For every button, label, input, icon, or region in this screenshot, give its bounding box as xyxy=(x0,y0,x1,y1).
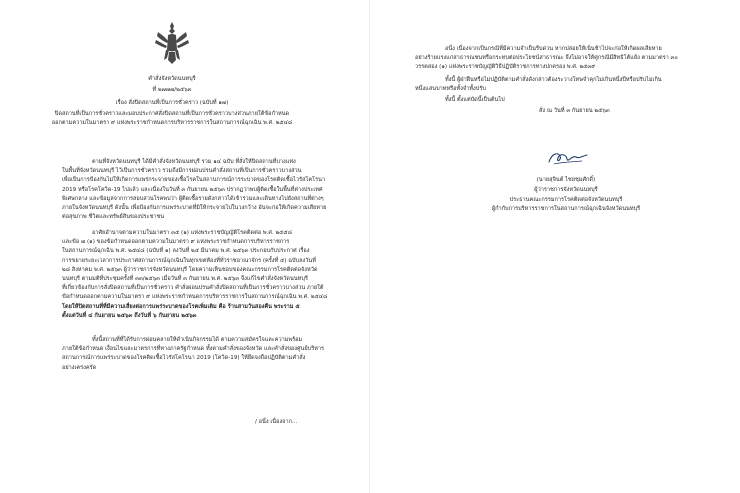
order-date: สั่ง ณ วันที่ ๓ กันยายน ๒๕๖๓ xyxy=(539,108,610,114)
text-line: การขยายระยะเวลาการประกาศสถานการณ์ฉุกเฉินในทุกเขตท้องที่ทั่วราชอาณาจักร (ครั้งที่ ๕) ฉบับลงวันที่ xyxy=(62,257,316,264)
text-line: ตามที่จังหวัดนนทบุรี ได้มีคำสั่งจังหวัดนนทบุรี รวม ๑๔ ฉบับ ที่สั่งให้ปิดสถานที่บางแห่ง xyxy=(92,159,296,165)
text-line: อย่างร้ายแรงแก่สาธารณชนหรือกระทบต่อประโยชน์สาธารณะ จึงไม่อาจให้คู่กรณีมีสิทธิโต้แย้ง ตามมาตรา ๓๐ xyxy=(415,55,678,62)
paragraph-background xyxy=(62,158,326,222)
text-line: ที่เกี่ยวข้องกับการสั่งปิดสถานที่เป็นการชั่วคราว คำสั่งผ่อนปรนคำสั่งปิดสถานที่เป็นการชั่วคราวบางส่วน ภายใต้ xyxy=(62,285,324,292)
document-page-right xyxy=(371,0,740,493)
closure-order-line: โดยให้ปิดสถานที่ที่มีความเสี่ยงต่อการแพร่ระบาดของโรคเพิ่มเติม คือ ร้านสามวันสองคืน พระราม ๕ xyxy=(62,303,300,310)
text-line: พิเศษกลาง และข้อมูลจากการสอบสวนโรคพบว่า ผู้ติดเชื้อรายดังกล่าวได้เข้าร่วมและเดินทางไปยังสถานที่ต่างๆ xyxy=(62,195,324,202)
text-line: ภายใต้ข้อกำหนด เงื่อนไขและมาตรการที่ทางภาครัฐกำหนด ทั้งตามคำสั่งของจังหวัด และคำสั่งของศูนย์บริหาร xyxy=(62,346,325,353)
garuda-emblem-icon xyxy=(154,20,190,66)
text-line: อย่างเคร่งครัด xyxy=(62,364,97,371)
text-line: นนทบุรี ตามมติที่ประชุมครั้งที่ ๓๓/๒๕๖๓ เมื่อวันที่ ๓ กันยายน พ.ศ. ๒๕๖๓ จึงแก้ไขคำสั่งจังหวัดนนทบุรี xyxy=(62,276,308,283)
text-line: อนึ่ง เนื่องจากเป็นกรณีที่มีความจำเป็นรีบด่วน หากปล่อยให้เนิ่นช้าไปจะก่อให้เกิดผลเสียหาย xyxy=(445,46,662,52)
order-title-line-2: ออกตามความในมาตรา ๙ แห่งพระราชกำหนดการบริหารราชการในสถานการณ์ฉุกเฉิน พ.ศ. ๒๕๔๘ xyxy=(51,120,293,126)
text-line: ภายในจังหวัดนนทบุรี ดังนั้น เพื่อป้องกันการแพร่ระบาดที่มิให้กระจายไปในวงกว้าง อันจะก่อให้เกิดความเสียหาย xyxy=(62,205,327,212)
text-line: ในสถานการณ์ฉุกเฉิน พ.ศ. ๒๕๔๘ (ฉบับที่ ๑) ลงวันที่ ๒๕ มีนาคม พ.ศ. ๒๕๖๓ ประกอบกับประกาศ เรื่อง xyxy=(62,248,310,255)
text-line: เพื่อเป็นการป้องกันไม่ให้เกิดการแพร่กระจายของเชื้อโรคในสถานการณ์การระบาดของโรคติดเชื้อไวรัสโคโรนา xyxy=(62,177,326,184)
text-line: ๒๘ สิงหาคม พ.ศ. ๒๕๖๓ ผู้ว่าราชการจังหวัดนนทบุรี โดยความเห็นชอบของคณะกรรมการโรคติดต่อจังหวัด xyxy=(62,266,318,273)
paragraph-penalty xyxy=(415,76,662,94)
order-heading: คำสั่งจังหวัดนนทบุรี xyxy=(148,76,196,82)
paragraph-urgency xyxy=(415,45,678,73)
paragraph-compliance xyxy=(62,336,324,373)
text-line: อาศัยอำนาจตามความในมาตรา ๓๕ (๑) แห่งพระราชบัญญัติโรคติดต่อ พ.ศ. ๒๕๕๘ xyxy=(92,230,292,236)
text-line: 2019 หรือโรคโควิด-19 ไปแล้ว และเนื่องในวันที่ ๓ กันยายน ๒๕๖๓ ปรากฏว่าพบผู้ติดเชื้อในพื้นที่ต่างประเทศ xyxy=(62,186,323,193)
text-line: วรรคสอง (๑) แห่งพระราชบัญญัติวิธีปฏิบัติราชการทางปกครอง พ.ศ. ๒๕๓๙ xyxy=(415,64,596,71)
signer-title-governor: ผู้ว่าราชการจังหวัดนนทบุรี xyxy=(534,187,598,193)
text-line: ข้อกำหนดออกตามความในมาตรา ๙ แห่งพระราชกำหนดการบริหารราชการในสถานการณ์ฉุกเฉิน พ.ศ. ๒๕๔๘ xyxy=(62,294,328,301)
text-line: และข้อ ๗ (๑) ของข้อกำหนดออกตามความในมาตรา ๙ แห่งพระราชกำหนดการบริหารราชการ xyxy=(62,239,290,246)
text-line: ทั้งนี้สถานที่ที่ได้รับการผ่อนคลายให้ดำเนินกิจกรรมได้ ตามความสมัครใจและความพร้อม xyxy=(92,337,303,343)
order-subject: เรื่อง สั่งปิดสถานที่เป็นการชั่วคราว (ฉบับที่ ๑๗) xyxy=(115,100,229,106)
signature-mark xyxy=(546,150,590,166)
signer-name: (นายสุจินต์ ไชยชุมศักดิ์) xyxy=(536,177,596,183)
order-title-line-1: ปิดสถานที่เป็นการชั่วคราวและมอบประกาศสั่งปิดสถานที่เป็นการชั่วคราวบางส่วนภายใต้ข้อกำหนด xyxy=(54,111,290,117)
text-line: ทั้งนี้ ผู้ฝ่าฝืนหรือไม่ปฏิบัติตามคำสั่งดังกล่าวต้องระวางโทษจำคุกไม่เกินหนึ่งปีหรือปรับไม่เกิน xyxy=(445,77,662,83)
text-line: หนึ่งแสนบาทหรือทั้งจำทั้งปรับ xyxy=(415,86,486,93)
signer-title-emergency: ผู้กำกับการบริหารราชการในสถานการณ์ฉุกเฉินจังหวัดนนทบุรี xyxy=(491,206,641,212)
signer-title-committee: ประธานคณะกรรมการโรคติดต่อจังหวัดนนทบุรี xyxy=(509,197,623,203)
text-line: สถานการณ์การแพร่ระบาดของโรคติดเชื้อไวรัสโคโรนา 2019 (โควิด-19) ให้ยึดจงถือปฏิบัติตามคำสั่ง xyxy=(62,355,306,362)
text-line: ต่อสุขภาพ ชีวิตและทรัพย์สินของประชาชน xyxy=(62,214,165,221)
closure-period-line: ตั้งแต่วันที่ ๔ กันยายน ๒๕๖๓ ถึงวันที่ ๖ กันยายน ๒๕๖๓ xyxy=(62,312,197,319)
continuation-note: / อนึ่ง เนื่องจาก... xyxy=(255,419,298,425)
paragraph-authority xyxy=(62,229,327,321)
order-number: ที่ ๒๗๗๗/๒๕๖๓ xyxy=(152,87,192,93)
effective-clause: ทั้งนี้ ตั้งแต่บัดนี้เป็นต้นไป xyxy=(445,97,505,103)
text-line: ในพื้นที่จังหวัดนนทบุรี ไว้เป็นการชั่วคราว รวมถึงมีการผ่อนปรนคำสั่งสถานที่เป็นการชั่วคราวบางส่วน xyxy=(62,168,302,175)
